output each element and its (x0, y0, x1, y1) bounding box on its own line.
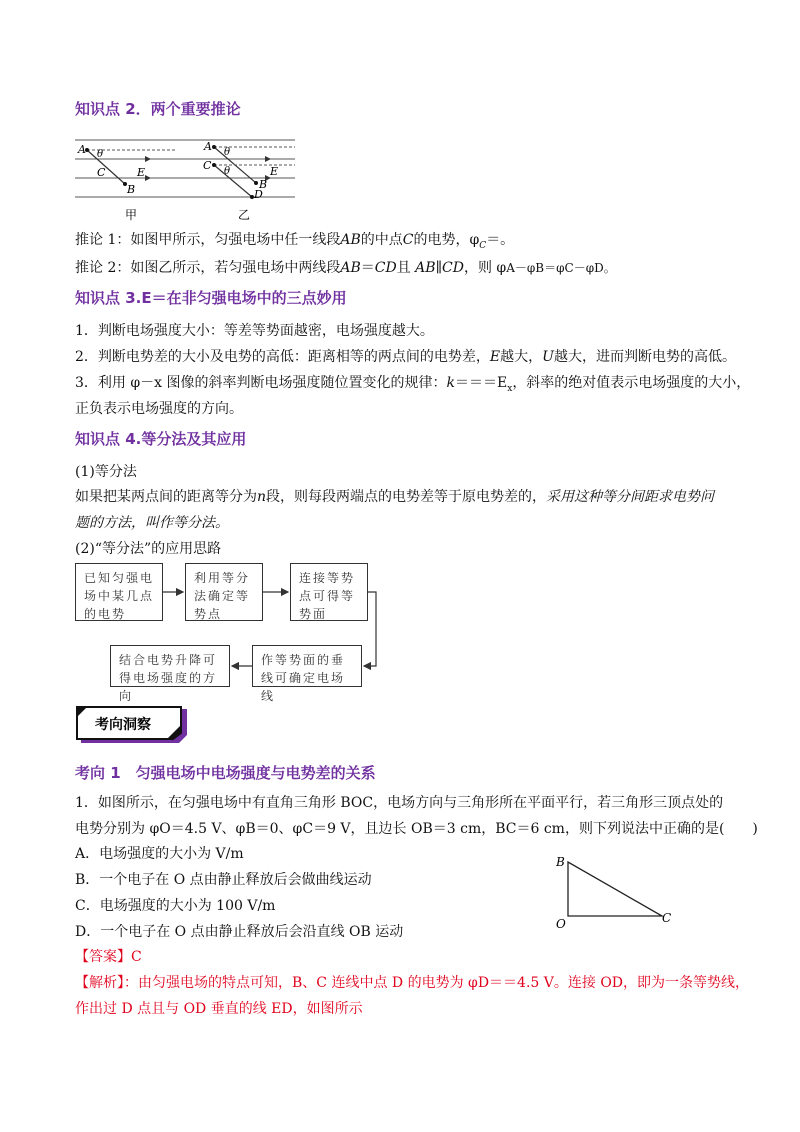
flow-box-2: 利用等分法确定等势点 (185, 563, 263, 621)
section-3-item-3-cont: 正负表示电场强度的方向。 (75, 401, 243, 417)
label-c: C (97, 166, 106, 179)
section-4-para-1-cont: 题的方法，叫作等分法。 (75, 515, 229, 531)
kaoxiang-badge (75, 705, 193, 745)
question-section-title: 考向 1 匀强电场中电场强度与电势差的关系 (75, 764, 376, 782)
label-b-yi: B (259, 178, 268, 191)
section-4-sub-2: (2)“等分法”的应用思路 (75, 541, 222, 557)
flow-box-5: 结合电势升降可得电场强度的方向 (110, 645, 230, 687)
option-b: B．一个电子在 O 点由静止释放后会做曲线运动 (75, 872, 372, 888)
label-d-yi: D (254, 188, 263, 201)
inference-1: 推论 1：如图甲所示，匀强电场中任一线段AB的中点C的电势，$\varphi_C=$。 (75, 232, 515, 251)
section-3-item-1: 1．判断电场强度大小：等差等势面越密，电场强度越大。 (75, 323, 434, 339)
option-d: D．一个电子在 O 点由静止释放后会沿直线 OB 运动 (75, 924, 404, 940)
label-a: A (78, 143, 86, 156)
label-b: B (127, 183, 136, 196)
label-c-yi: C (203, 159, 212, 172)
label-b-tri: B (556, 855, 565, 869)
section-4-sub-1: (1)等分法 (75, 464, 137, 480)
caption-yi: 乙 (238, 208, 251, 222)
label-theta-2: θ (224, 166, 231, 177)
option-a: A．电场强度的大小为 V/m (75, 846, 244, 862)
flow-box-4: 作等势面的垂线可确定电场线 (252, 645, 362, 687)
label-o-tri: O (556, 917, 566, 931)
section-3-item-3: 3．利用 φ－x 图像的斜率判断电场强度随位置变化的规律：$k===E_x$，斜率的绝对值表示电场强度的大小， (75, 375, 751, 394)
section-3-title: 知识点 3.E＝在非匀强电场中的三点妙用 (75, 289, 347, 307)
answer: 【答案】C (75, 949, 142, 965)
label-theta: θ (97, 149, 104, 160)
question-line-1: 1．如图所示，在匀强电场中有直角三角形 BOC，电场方向与三角形所在平面平行，若三角形三顶点处的 (75, 795, 724, 811)
inference-2: 推论 2：如图乙所示，若匀强电场中两线段AB＝CD且 AB∥CD，则 φA－φB＝φC－φD。 (75, 260, 616, 276)
section-4-title: 知识点 4.等分法及其应用 (75, 430, 247, 448)
label-e-yi: E (270, 165, 279, 178)
question-line-2: 电势分别为 φO＝4.5 V、φB＝0、φC＝9 V，且边长 OB＝3 cm，BC＝6 cm，则下列说法中正确的是( ) (75, 821, 758, 837)
label-a-yi: A (204, 140, 212, 153)
analysis-line-1: 【解析】：由匀强电场的特点可知，B、C 连线中点 D 的电势为 φD＝＝4.5 V。连接 OD，即为一条等势线， (75, 975, 750, 991)
label-theta-1: θ (224, 147, 231, 158)
option-c: C．电场强度的大小为 100 V/m (75, 898, 276, 914)
caption-jia: 甲 (125, 208, 138, 222)
label-e: E (137, 166, 146, 179)
triangle-figure (550, 852, 680, 932)
flow-box-3: 连接等势点可得等势面 (290, 563, 368, 621)
section-4-para-1: 如果把某两点间的距离等分为n段，则每段两端点的电势差等于原电势差的，采用这种等分间距求电势问 (75, 489, 715, 505)
section-3-item-2: 2．判断电势差的大小及电势的高低：距离相等的两点间的电势差，E越大，U越大，进而判断电势的高低。 (75, 349, 736, 365)
label-c-tri: C (662, 911, 672, 925)
flow-box-1: 已知匀强电场中某几点的电势 (75, 563, 163, 621)
section-2-title: 知识点 2．两个重要推论 (75, 100, 241, 118)
badge-label: 考向洞察 (95, 717, 151, 733)
analysis-line-2: 作出过 D 点且与 OD 垂直的线 ED，如图所示 (75, 1001, 363, 1017)
